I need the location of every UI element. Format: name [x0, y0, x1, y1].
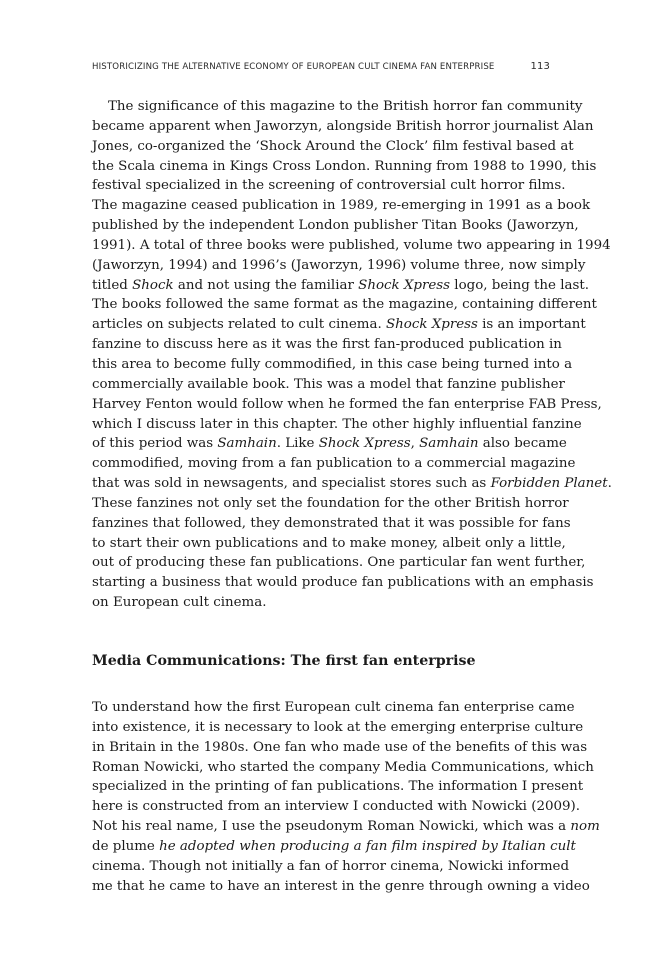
text-line	[92, 698, 575, 718]
text-run: 1991). A total of three books were published, volume two appearing in 1994	[92, 237, 611, 253]
italic-title: Forbidden Planet	[490, 476, 608, 492]
text-run: into existence, it is necessary to look at the emerging enterprise culture	[92, 719, 584, 735]
text-run: commodified, moving from a fan publication to a commercial magazine	[92, 456, 576, 472]
text-line	[92, 355, 573, 375]
text-run: published by the independent London publisher Titan Books (Jaworzyn,	[92, 218, 579, 234]
text-line	[92, 176, 566, 196]
text-run: to start their own publications and to make money, albeit only a little,	[92, 535, 566, 551]
text-line	[92, 315, 586, 335]
running-head	[92, 62, 550, 76]
text-line	[92, 137, 574, 157]
text-run: These fanzines not only set the foundation for the other British horror	[92, 495, 569, 511]
text-run: me that he came to have an interest in the genre through owning a video	[92, 878, 590, 894]
text-line	[92, 335, 562, 355]
text-line	[92, 797, 581, 817]
text-run: cinema. Though not initially a fan of horror cinema, Nowicki informed	[92, 858, 570, 874]
text-line	[92, 256, 586, 276]
italic-title: Shock	[132, 277, 174, 293]
text-run: this area to become fully commodified, in this case being turned into a	[92, 356, 573, 372]
italic-title: Shock Xpress	[318, 436, 411, 452]
text-line	[92, 758, 594, 778]
text-line	[92, 375, 565, 395]
text-run: The books followed the same format as the magazine, containing different	[92, 297, 597, 313]
text-line	[92, 434, 567, 454]
text-line	[92, 415, 582, 435]
text-line	[92, 718, 584, 738]
running-head-title: HISTORICIZING THE ALTERNATIVE ECONOMY OF EUROPEAN CULT CINEMA FAN ENTERPRISE	[92, 62, 495, 72]
text-run: Jones, co-organized the ‘Shock Around the Clock’ film festival based at	[92, 138, 574, 154]
italic-title: Shock Xpress	[358, 277, 451, 293]
text-line	[92, 817, 600, 837]
text-line	[92, 553, 586, 573]
text-run: on European cult cinema.	[92, 595, 267, 611]
text-run: which I discuss later in this chapter. The other highly influential fanzine	[92, 416, 582, 432]
text-line	[92, 738, 588, 758]
text-run: in Britain in the 1980s. One fan who made use of the benefits of this was	[92, 739, 588, 755]
text-run: .	[607, 476, 612, 492]
text-run: the Scala cinema in Kings Cross London. Running from 1988 to 1990, this	[92, 158, 597, 174]
text-line	[92, 534, 566, 554]
text-run: logo, being the last.	[450, 277, 589, 293]
italic-title: he adopted when producing a fan film inspired by Italian cult	[154, 838, 576, 854]
text-line	[92, 593, 550, 613]
italic-title: nom	[570, 819, 600, 835]
text-run: and not using the familiar	[173, 277, 359, 293]
text-line	[92, 236, 611, 256]
text-line	[92, 777, 584, 797]
paragraph-2	[92, 698, 600, 896]
italic-title: Samhain	[217, 436, 277, 452]
text-run: articles on subjects related to cult cinema.	[92, 317, 386, 333]
text-run: Harvey Fenton would follow when he formed the fan enterprise FAB Press,	[92, 396, 602, 412]
text-run: titled	[92, 277, 133, 293]
text-run: ,	[410, 436, 420, 452]
text-line	[92, 474, 612, 494]
text-line	[92, 117, 594, 137]
text-line	[92, 295, 597, 315]
section-heading: Media Communications: The first fan enterprise	[92, 653, 476, 669]
text-run: festival specialized in the screening of controversial cult horror films.	[92, 178, 566, 194]
text-run: starting a business that would produce fan publications with an emphasis	[92, 575, 594, 591]
text-run: . Like	[276, 436, 319, 452]
text-line	[92, 97, 583, 117]
text-line	[92, 276, 589, 296]
italic-title: Shock Xpress	[385, 317, 478, 333]
text-run: out of producing these fan publications. One particular fan went further,	[92, 555, 586, 571]
text-run: de plume	[92, 838, 155, 854]
text-run: The significance of this magazine to the British horror fan community	[108, 99, 583, 114]
text-run: commercially available book. This was a model that fanzine publisher	[92, 376, 565, 392]
text-run: (Jaworzyn, 1994) and 1996’s (Jaworzyn, 1996) volume three, now simply	[92, 257, 586, 273]
text-run: is an important	[477, 317, 586, 333]
text-line	[92, 857, 570, 877]
text-line	[92, 157, 597, 177]
text-run: also became	[478, 436, 567, 452]
text-run: of this period was	[92, 436, 218, 452]
text-run: fanzines that followed, they demonstrated that it was possible for fans	[92, 515, 571, 531]
text-run: fanzine to discuss here as it was the first fan-produced publication in	[92, 337, 562, 353]
text-line	[92, 216, 579, 236]
text-run: that was sold in newsagents, and specialist stores such as	[92, 476, 491, 492]
text-run: here is constructed from an interview I conducted with Nowicki (2009).	[92, 799, 581, 815]
paragraph-1	[92, 97, 612, 613]
text-line	[92, 494, 569, 514]
italic-title: Samhain	[419, 436, 479, 452]
text-line	[92, 196, 591, 216]
text-run: To understand how the first European cult cinema fan enterprise came	[92, 700, 575, 715]
text-line	[92, 454, 576, 474]
text-run: specialized in the printing of fan publications. The information I present	[92, 779, 584, 795]
text-line	[92, 395, 602, 415]
text-run: Roman Nowicki, who started the company Media Communications, which	[92, 759, 594, 775]
text-line	[92, 573, 594, 593]
text-line	[92, 837, 576, 857]
text-run: became apparent when Jaworzyn, alongside British horror journalist Alan	[92, 118, 594, 134]
text-run: The magazine ceased publication in 1989, re-emerging in 1991 as a book	[92, 198, 591, 214]
text-line	[92, 877, 590, 897]
page-number: 113	[530, 61, 550, 72]
text-line	[92, 514, 571, 534]
text-run: Not his real name, I use the pseudonym Roman Nowicki, which was a	[92, 819, 571, 835]
